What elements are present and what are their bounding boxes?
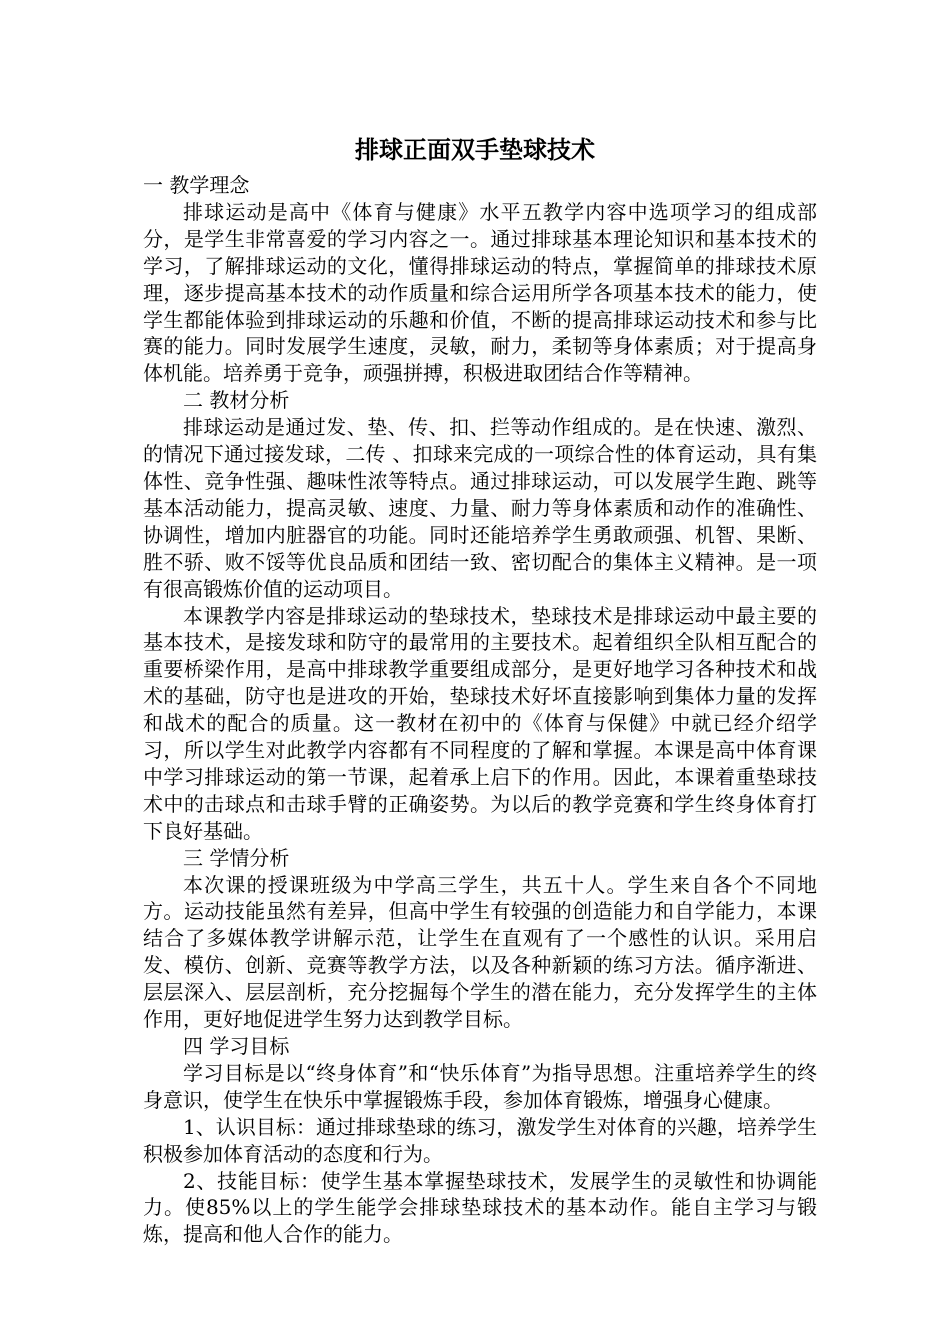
section-heading-material-analysis: 二 教材分析 bbox=[183, 388, 290, 413]
paragraph-cognitive-goal: 1、认识目标：通过排球垫球的练习，激发学生对体育的兴趣，培养学生积极参加体育活动的态度和行为。 bbox=[143, 1114, 817, 1166]
paragraph-teaching-philosophy: 排球运动是高中《体育与健康》水平五教学内容中选项学习的组成部分，是学生非常喜爱的学习内容之一。通过排球基本理论知识和基本技术的学习，了解排球运动的文化，懂得排球运动的特点，掌握简单的排球技术原理，逐步提高基本技术的动作质量和综合运用所学各项基本技术的能力，使学生都能体验到排球运动的乐趣和价值，不断的提高排球运动技术和参与比赛的能力。同时发展学生速度，灵敏，耐力，柔韧等身体素质；对于提高身体机能。培养勇于竞争，顽强拼搏，积极进取团结合作等精神。 bbox=[143, 199, 817, 386]
paragraph-student-analysis: 本次课的授课班级为中学高三学生，共五十人。学生来自各个不同地方。运动技能虽然有差异，但高中学生有较强的创造能力和自学能力，本课结合了多媒体教学讲解示范，让学生在直观有了一个感性的认识。采用启发、模仿、创新、竞赛等教学方法，以及各种新颖的练习方法。循序渐进、层层深入、层层剖析，充分挖掘每个学生的潜在能力，充分发挥学生的主体作用，更好地促进学生努力达到教学目标。 bbox=[143, 872, 817, 1032]
document-title: 排球正面双手垫球技术 bbox=[355, 135, 595, 164]
section-heading-student-analysis: 三 学情分析 bbox=[183, 845, 290, 870]
paragraph-material-analysis-2: 本课教学内容是排球运动的垫球技术，垫球技术是排球运动中最主要的基本技术，是接发球和防守的最常用的主要技术。起着组织全队相互配合的重要桥梁作用，是高中排球教学重要组成部分，是更好地学习各种技术和战术的基础，防守也是进攻的开始，垫球技术好坏直接影响到集体力量的发挥和战术的配合的质量。这一教材在初中的《体育与保健》中就已经介绍学习，所以学生对此教学内容都有不同程度的了解和掌握。本课是高中体育课中学习排球运动的第一节课，起着承上启下的作用。因此，本课着重垫球技术中的击球点和击球手臂的正确姿势。为以后的教学竞赛和学生终身体育打下良好基础。 bbox=[143, 603, 817, 843]
section-heading-teaching-philosophy: 一 教学理念 bbox=[143, 173, 250, 197]
document-body bbox=[143, 172, 817, 1248]
section-heading-learning-goals: 四 学习目标 bbox=[183, 1034, 290, 1058]
paragraph-learning-goals-intro: 学习目标是以“终身体育”和“快乐体育”为指导思想。注重培养学生的终身意识，使学生在快乐中掌握锻炼手段，参加体育锻炼，增强身心健康。 bbox=[143, 1060, 817, 1112]
paragraph-material-analysis-1: 排球运动是通过发、垫、传、扣、拦等动作组成的。是在快速、激烈、的情况下通过接发球，二传 、扣球来完成的一项综合性的体育运动，具有集体性、竞争性强、趣味性浓等特点。通过排球运动，可以发展学生跑、跳等基本活动能力，提高灵敏、速度、力量、耐力等身体素质和动作的准确性、协调性，增加内脏器官的功能。同时还能培养学生勇敢顽强、机智、果断、胜不骄、败不馁等优良品质和团结一致、密切配合的集体主义精神。是一项有很高锻炼价值的运动项目。 bbox=[143, 415, 817, 601]
paragraph-skill-goal: 2、技能目标：使学生基本掌握垫球技术，发展学生的灵敏性和协调能力。使85%以上的学生能学会排球垫球技术的基本动作。能自主学习与锻炼，提高和他人合作的能力。 bbox=[143, 1168, 817, 1247]
